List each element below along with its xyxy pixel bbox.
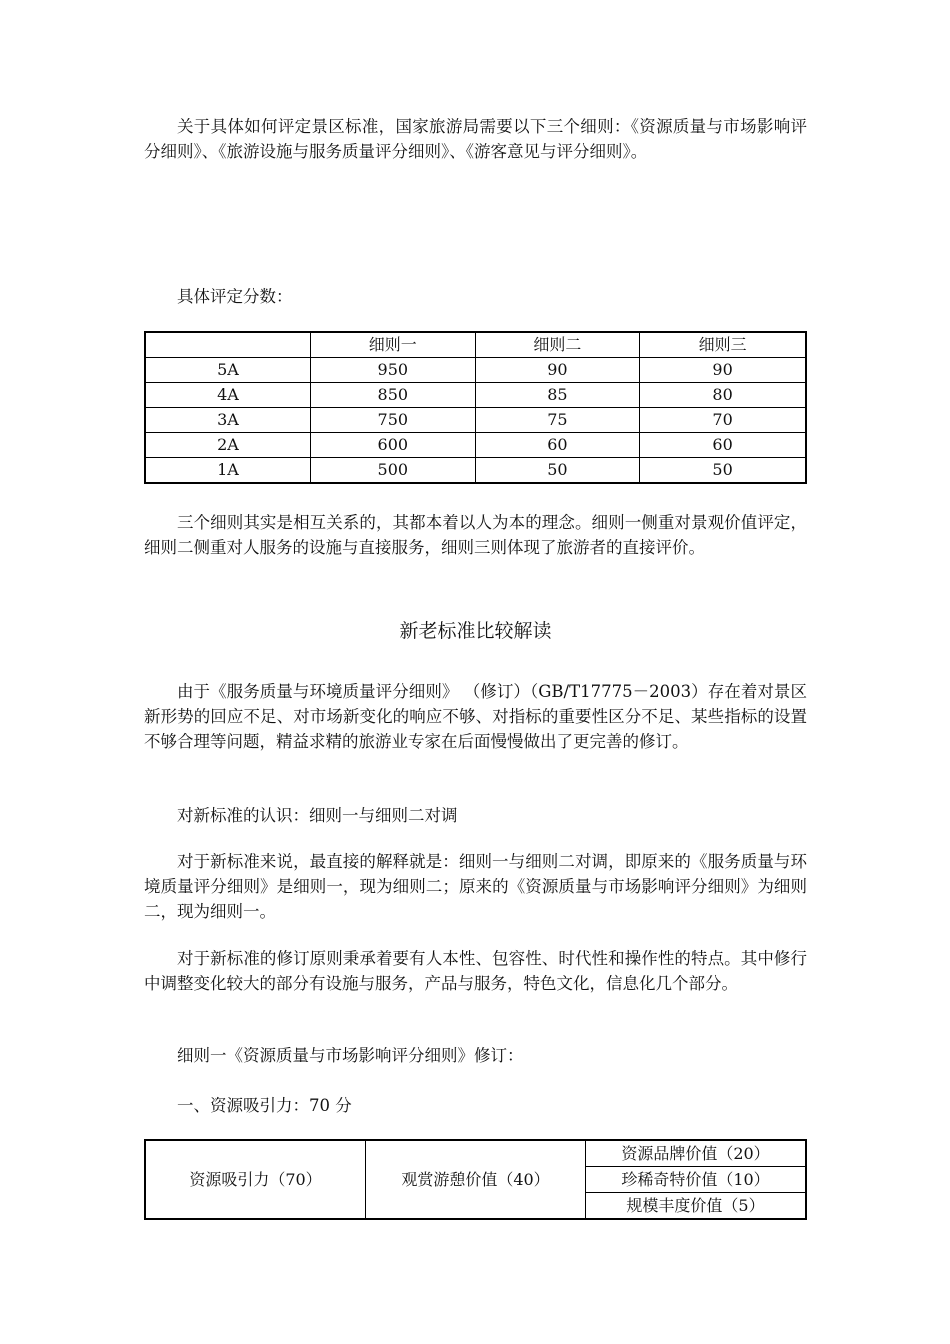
principles-paragraph: 对于新标准的修订原则秉承着要有人本性、包容性、时代性和操作性的特点。其中修行中调整变化较大的部分有设施与服务，产品与服务，特色文化，信息化几个部分。 — [144, 949, 807, 993]
attraction-paragraph: 一、资源吸引力：70 分 — [177, 1096, 352, 1115]
table-cell: 4A — [145, 383, 311, 408]
resource-item-cell: 珍稀奇特价值（10） — [586, 1167, 807, 1193]
explanation-paragraph: 对于新标准来说，最直接的解释就是：细则一与细则二对调，即原来的《服务质量与环境质量评分细则》是细则一，现为细则二；原来的《资源质量与市场影响评分细则》为细则二，现为细则一。 — [144, 852, 807, 921]
resource-item-cell: 资源品牌价值（20） — [586, 1140, 807, 1167]
table-cell: 90 — [640, 358, 806, 383]
table-header-cell: 细则三 — [640, 332, 806, 358]
table-header-cell — [145, 332, 311, 358]
table-cell: 75 — [475, 408, 640, 433]
table-header-cell: 细则二 — [475, 332, 640, 358]
resource-table — [144, 1139, 807, 1220]
table-cell: 60 — [640, 433, 806, 458]
table-cell: 50 — [640, 458, 806, 484]
table-cell: 850 — [311, 383, 476, 408]
table-row — [145, 332, 806, 358]
score-table — [144, 331, 807, 484]
table-cell: 750 — [311, 408, 476, 433]
table-cell: 3A — [145, 408, 311, 433]
background-paragraph: 由于《服务质量与环境质量评分细则》 （修订）（GB/T17775－2003）存在着对景区新形势的回应不足、对市场新变化的响应不够、对指标的重要性区分不足、某些指标的设置不够合理等问题，精益求精的旅游业专家在后面慢慢做出了更完善的修订。 — [144, 682, 807, 751]
recognition-paragraph: 对新标准的认识：细则一与细则二对调 — [177, 806, 458, 825]
table-cell: 5A — [145, 358, 311, 383]
table-cell: 500 — [311, 458, 476, 484]
intro-paragraph: 关于具体如何评定景区标准，国家旅游局需要以下三个细则：《资源质量与市场影响评分细则》、《旅游设施与服务质量评分细则》、《游客意见与评分细则》。 — [144, 117, 807, 161]
table-cell: 85 — [475, 383, 640, 408]
table-cell: 60 — [475, 433, 640, 458]
table-row — [145, 458, 806, 484]
resource-item-cell: 规模丰度价值（5） — [586, 1193, 807, 1220]
table-row — [145, 408, 806, 433]
relation-paragraph: 三个细则其实是相互关系的，其都本着以人为本的理念。细则一侧重对景观价值评定，细则二侧重对人服务的设施与直接服务，细则三则体现了旅游者的直接评价。 — [144, 513, 807, 557]
table-cell: 950 — [311, 358, 476, 383]
table-cell: 70 — [640, 408, 806, 433]
table-row — [145, 433, 806, 458]
table-cell: 80 — [640, 383, 806, 408]
table-cell: 600 — [311, 433, 476, 458]
table-cell: 90 — [475, 358, 640, 383]
table-cell: 2A — [145, 433, 311, 458]
table-row — [145, 358, 806, 383]
score-heading: 具体评定分数： — [177, 287, 293, 306]
table-row — [145, 1140, 806, 1167]
table-cell: 50 — [475, 458, 640, 484]
resource-attraction-cell: 资源吸引力（70） — [145, 1140, 366, 1219]
section-title: 新老标准比较解读 — [399, 620, 552, 642]
viewing-value-cell: 观赏游憩价值（40） — [366, 1140, 586, 1219]
table-cell: 1A — [145, 458, 311, 484]
table-header-cell: 细则一 — [311, 332, 476, 358]
rule1-paragraph: 细则一《资源质量与市场影响评分细则》修订： — [177, 1046, 524, 1065]
table-row — [145, 383, 806, 408]
